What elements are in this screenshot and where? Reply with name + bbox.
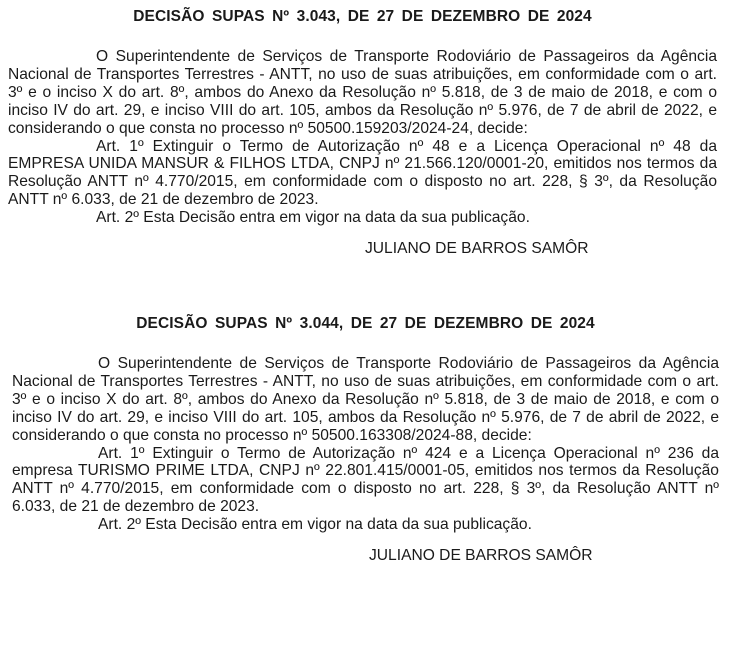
decision-block [12,313,719,566]
article-2: Art. 2º Esta Decisão entra em vigor na data da sua publicação. [96,209,530,227]
decision-title: DECISÃO SUPAS Nº 3.043, DE 27 DE DEZEMBRO DE 2024 [133,8,592,25]
signature: JULIANO DE BARROS SAMÔR [369,547,593,565]
decision-preamble: O Superintendente de Serviços de Transporte Rodoviário de Passageiros da Agência Nacional de Transportes Terrestres - ANTT, no uso de suas atribuições, em conformidade com o art. 3º e o inciso X do art. 8º, ambos do Anexo da Resolução nº 5.818, de 3 de maio de 2018, e com o inciso IV do art. 29, e inciso VIII do art. 105, ambos da Resolução nº 5.976, de 7 de abril de 2022, e considerando o que consta no processo nº 50500.159203/2024-24, decide: [8,48,717,137]
article-1: Art. 1º Extinguir o Termo de Autorização nº 424 e a Licença Operacional nº 236 da empresa TURISMO PRIME LTDA, CNPJ nº 22.801.415/0001-05, emitidos nos termos da Resolução ANTT nº 4.770/2015, em conformidade com o disposto no art. 228, § 3º, da Resolução ANTT nº 6.033, de 21 de dezembro de 2023. [12,444,719,516]
signature: JULIANO DE BARROS SAMÔR [365,240,589,258]
decision-block [8,6,717,259]
decision-preamble: O Superintendente de Serviços de Transporte Rodoviário de Passageiros da Agência Nacional de Transportes Terrestres - ANTT, no uso de suas atribuições, em conformidade com o art. 3º e o inciso X do art. 8º, ambos do Anexo da Resolução nº 5.818, de 3 de maio de 2018, e com o inciso IV do art. 29, e inciso VIII do art. 105, ambos da Resolução nº 5.976, de 7 de abril de 2022, e considerando o que consta no processo nº 50500.163308/2024-88, decide: [12,355,719,444]
article-2: Art. 2º Esta Decisão entra em vigor na data da sua publicação. [98,516,532,534]
decision-title: DECISÃO SUPAS Nº 3.044, DE 27 DE DEZEMBRO DE 2024 [136,315,595,332]
article-1: Art. 1º Extinguir o Termo de Autorização nº 48 e a Licença Operacional nº 48 da EMPRESA UNIDA MANSUR & FILHOS LTDA, CNPJ nº 21.566.120/0001-20, emitidos nos termos da Resolução ANTT nº 4.770/2015, em conformidade com o disposto no art. 228, § 3º, da Resolução ANTT nº 6.033, de 21 de dezembro de 2023. [8,137,717,209]
